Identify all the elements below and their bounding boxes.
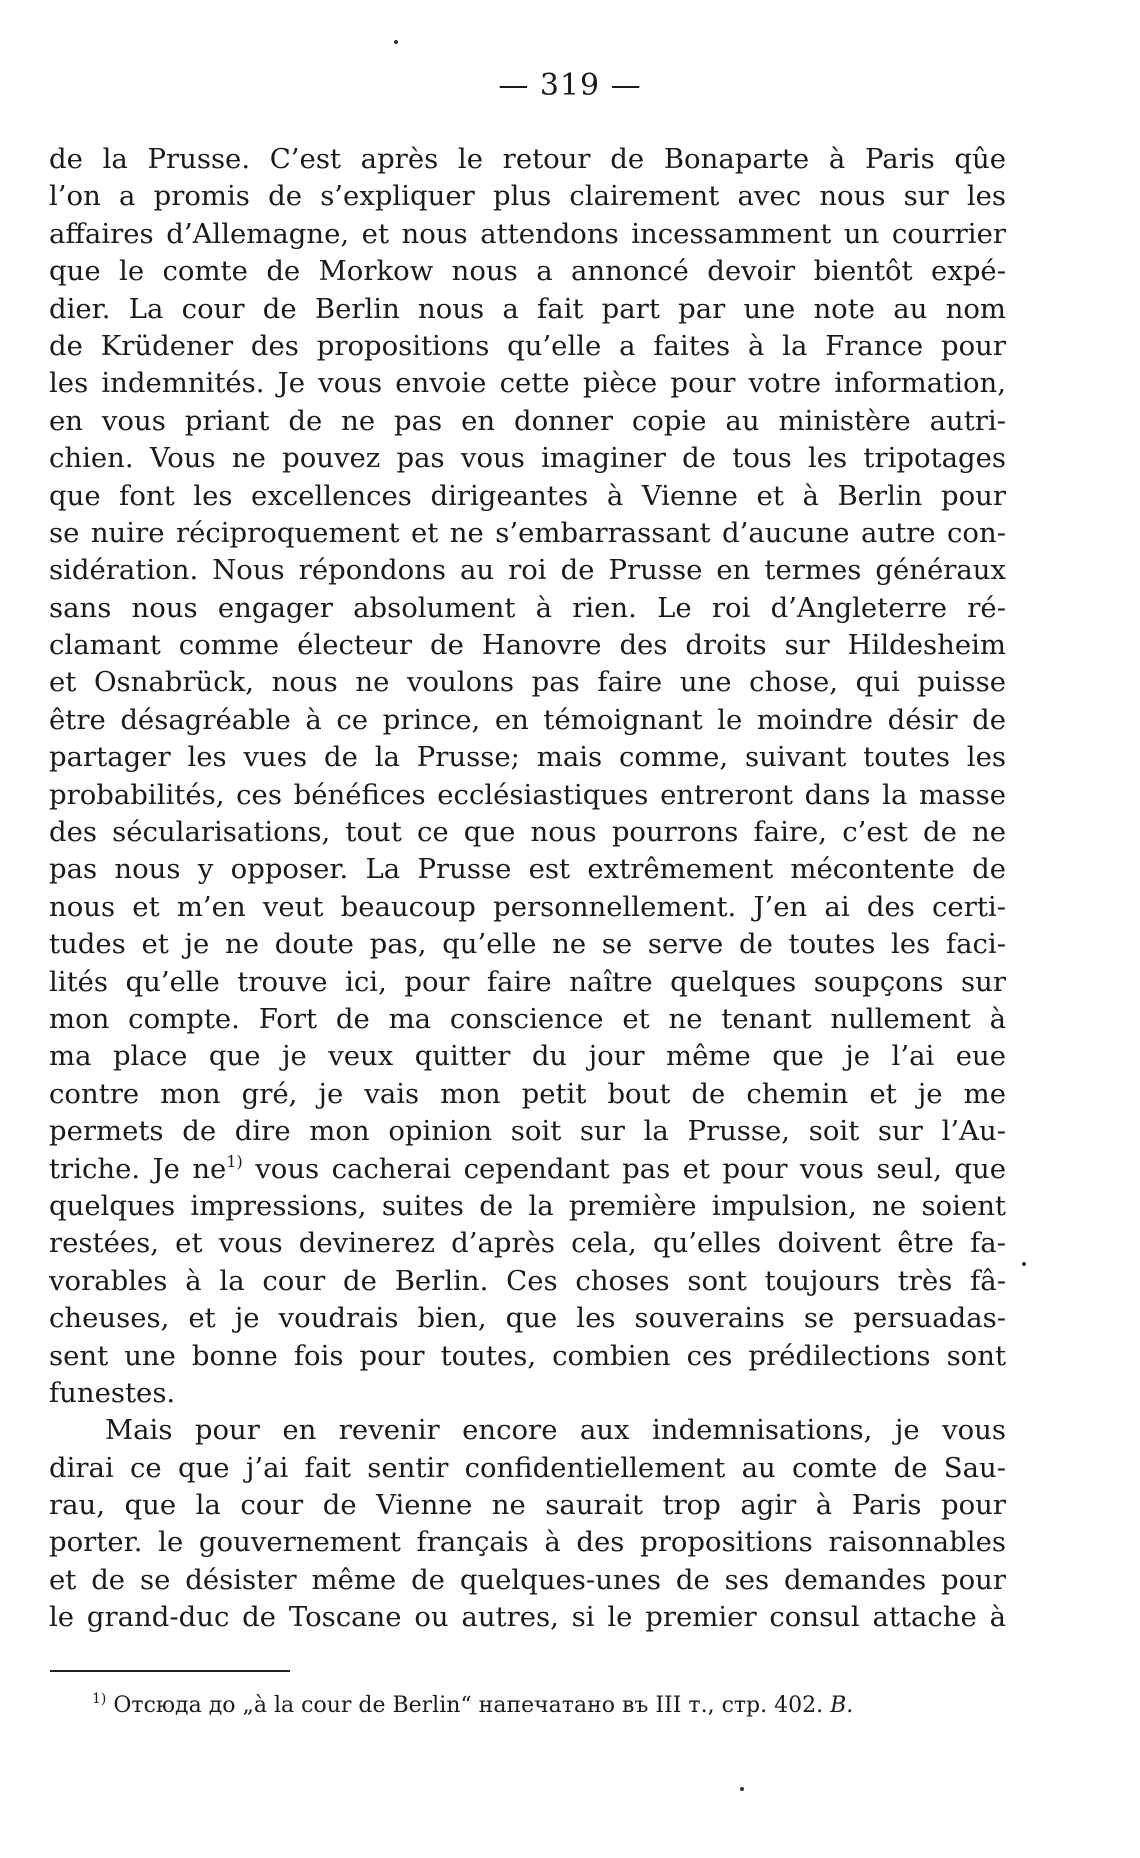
print-speck — [394, 40, 398, 44]
text-line: lités qu’elle trouve ici, pour faire naître quelques soupçons sur — [49, 965, 1006, 998]
text-line: porter. le gouvernement français à des propositions raisonnables — [49, 1526, 1006, 1559]
paragraph-start-line: Mais pour en revenir encore aux indemnisations, je vous — [105, 1414, 1006, 1447]
text-line: mon compte. Fort de ma conscience et ne tenant nullement à — [49, 1002, 1006, 1035]
text-line: contre mon gré, je vais mon petit bout de chemin et je me — [49, 1077, 1006, 1110]
paragraph-end-line: funestes. — [49, 1376, 176, 1409]
footnote-text: Отсюда до „à la cour de Berlin“ напечатано въ III т., стр. 402. — [106, 1693, 831, 1718]
footnote — [92, 1693, 853, 1718]
text-line: dier. La cour de Berlin nous a fait part par une note au nom — [49, 292, 1006, 325]
footnote-mark: 1) — [92, 1691, 107, 1707]
text-line: pas nous y opposer. La Prusse est extrêmement mécontente de — [49, 853, 1006, 886]
text-line: de la Prusse. C’est après le retour de Bonaparte à Paris qûe — [49, 143, 1006, 175]
footnote-separator — [50, 1670, 290, 1672]
print-speck — [1022, 1262, 1026, 1266]
text-line: et de se désister même de quelques-unes de ses demandes pour — [49, 1563, 1006, 1596]
text-line: affaires d’Allemagne, et nous attendons incessamment un courrier — [49, 217, 1006, 250]
text-line: et Osnabrück, nous ne voulons pas faire une chose, qui puisse — [49, 666, 1006, 699]
text-line: se nuire réciproquement et ne s’embarrassant d’aucune autre con- — [49, 516, 1006, 549]
text-line: ma place que je veux quitter du jour même que je l’ai eue — [49, 1040, 1006, 1073]
text-line: tudes et je ne doute pas, qu’elle ne se serve de toutes les faci- — [49, 928, 1006, 961]
line-after-ref: vous cacherai cependant pas et pour vous seul, que — [242, 1152, 1007, 1185]
text-line: partager les vues de la Prusse; mais comme, suivant toutes les — [49, 741, 1006, 774]
page-number: — 319 — — [498, 68, 642, 103]
text-line: chien. Vous ne pouvez pas vous imaginer de tous les tripotages — [49, 442, 1006, 475]
text-line: que le comte de Morkow nous a annoncé devoir bientôt expé- — [49, 255, 1006, 288]
text-line: restées, et vous devinerez d’après cela, qu’elles doivent être fa- — [49, 1227, 1006, 1260]
text-line: que font les excellences dirigeantes à Vienne et à Berlin pour — [49, 479, 1006, 512]
text-line: l’on a promis de s’expliquer plus clairement avec nous sur les — [49, 180, 1006, 213]
text-line: les indemnités. Je vous envoie cette pièce pour votre information, — [49, 367, 1006, 400]
text-line: nous et m’en veut beaucoup personnellement. J’en ai des certi- — [49, 890, 1006, 923]
text-line: dirai ce que j’ai fait sentir confidentiellement au comte de Sau- — [49, 1451, 1006, 1484]
text-line: sidération. Nous répondons au roi de Prusse en termes généraux — [49, 554, 1006, 587]
text-line: vorables à la cour de Berlin. Ces choses sont toujours très fâ- — [49, 1264, 1006, 1297]
text-line: de Krüdener des propositions qu’elle a faites à la France pour — [49, 329, 1006, 362]
text-line: sent une bonne fois pour toutes, combien ces prédilections sont — [49, 1339, 1006, 1372]
text-line: rau, que la cour de Vienne ne saurait trop agir à Paris pour — [49, 1489, 1006, 1522]
text-line: permets de dire mon opinion soit sur la Prusse, soit sur l’Au- — [49, 1115, 1006, 1148]
text-line: des sécularisations, tout ce que nous pourrons faire, c’est de ne — [49, 816, 1006, 849]
footnote-reference[interactable]: 1) — [226, 1151, 243, 1171]
line-before-ref: triche. Je ne — [49, 1152, 227, 1185]
text-line: en vous priant de ne pas en donner copie au ministère autri- — [49, 404, 1006, 437]
text-line: cheuses, et je voudrais bien, que les souverains se persuadas- — [49, 1302, 1006, 1335]
text-line: sans nous engager absolument à rien. Le roi d’Angleterre ré- — [49, 591, 1006, 624]
text-line: être désagréable à ce prince, en témoignant le moindre désir de — [49, 703, 1006, 736]
print-speck — [740, 1787, 744, 1791]
text-line: probabilités, ces bénéfices ecclésiastiques entreront dans la masse — [49, 778, 1006, 811]
body-text — [49, 141, 1006, 1637]
text-line: quelques impressions, suites de la première impulsion, ne soient — [49, 1189, 1006, 1222]
text-line: le grand-duc de Toscane ou autres, si le premier consul attache à — [49, 1601, 1006, 1634]
text-line: clamant comme électeur de Hanovre des droits sur Hildesheim — [49, 629, 1006, 662]
text-line-with-footnote-ref — [49, 1151, 1006, 1188]
footnote-signature: B. — [830, 1693, 854, 1718]
